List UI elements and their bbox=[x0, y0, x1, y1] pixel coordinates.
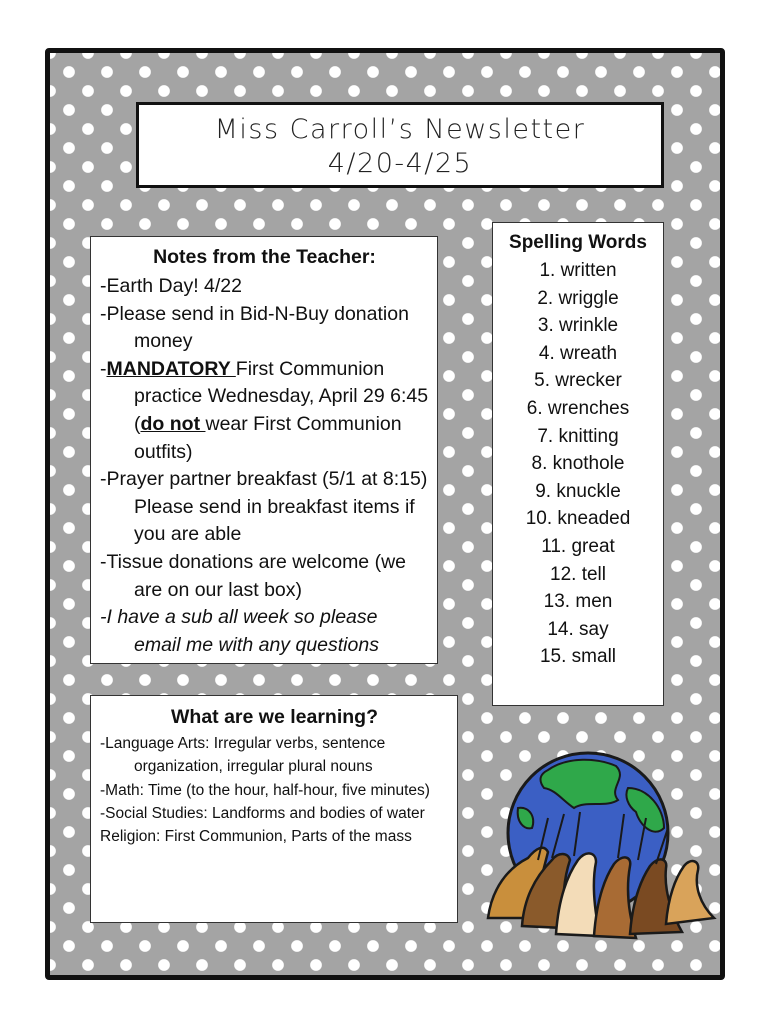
spelling-word: 13. men bbox=[543, 591, 613, 613]
mandatory-emphasis: MANDATORY bbox=[106, 357, 236, 380]
spelling-word: 2. wriggle bbox=[537, 287, 619, 309]
note-item: -Earth Day! 4/22 bbox=[100, 275, 242, 297]
note-text: wear First Communion outfits) bbox=[134, 412, 402, 463]
spelling-word: 4. wreath bbox=[538, 342, 618, 364]
note-item: -Prayer partner breakfast (5/1 at 8:15) Please send in breakfast items if you are able bbox=[100, 468, 428, 546]
spelling-word: 15. small bbox=[539, 646, 617, 668]
spelling-word: 14. say bbox=[547, 618, 609, 640]
hand-shape bbox=[666, 861, 714, 924]
note-item-communion bbox=[100, 356, 429, 466]
note-text: First Communion practice Wednesday, April 29 6:45 ( bbox=[134, 357, 429, 435]
spelling-word: 1. written bbox=[539, 260, 617, 281]
teacher-notes-box bbox=[90, 236, 438, 664]
do-not-emphasis: do not bbox=[140, 412, 206, 435]
learning-item: -Social Studies: Landforms and bodies of water bbox=[100, 804, 425, 822]
spelling-words-box bbox=[492, 222, 664, 706]
spelling-word: 10. kneaded bbox=[525, 508, 631, 530]
spelling-word: 8. knothole bbox=[531, 453, 625, 475]
spelling-heading: Spelling Words bbox=[509, 232, 647, 253]
learning-item: Religion: First Communion, Parts of the mass bbox=[100, 828, 412, 846]
newsletter-dates: 4/20-4/25 bbox=[327, 148, 473, 179]
spelling-word: 3. wrinkle bbox=[537, 315, 619, 337]
spelling-word: 12. tell bbox=[550, 563, 606, 585]
spelling-word: 11. great bbox=[541, 535, 615, 557]
newsletter-title: Miss Carroll’s Newsletter bbox=[214, 114, 586, 145]
newsletter-header bbox=[136, 102, 664, 188]
note-item: -I have a sub all week so please email me with any questions bbox=[100, 606, 379, 656]
learning-item: -Math: Time (to the hour, half-hour, five minutes) bbox=[100, 781, 430, 799]
spelling-list bbox=[493, 257, 663, 671]
spelling-word: 6. wrenches bbox=[526, 397, 630, 419]
learning-item: -Language Arts: Irregular verbs, sentence organization, irregular plural nouns bbox=[100, 735, 386, 776]
spelling-word: 7. knitting bbox=[537, 425, 619, 447]
note-text: - bbox=[100, 357, 107, 380]
spelling-word: 9. knuckle bbox=[535, 480, 621, 502]
globe-with-hands-icon bbox=[478, 748, 718, 948]
teacher-notes-heading: Notes from the Teacher: bbox=[153, 246, 376, 268]
note-item: -Tissue donations are welcome (we are on our last box) bbox=[100, 550, 406, 601]
spelling-word: 5. wrecker bbox=[534, 370, 622, 392]
learning-box bbox=[90, 695, 458, 923]
note-item: -Please send in Bid-N-Buy donation money bbox=[100, 302, 409, 353]
learning-heading: What are we learning? bbox=[171, 706, 378, 728]
